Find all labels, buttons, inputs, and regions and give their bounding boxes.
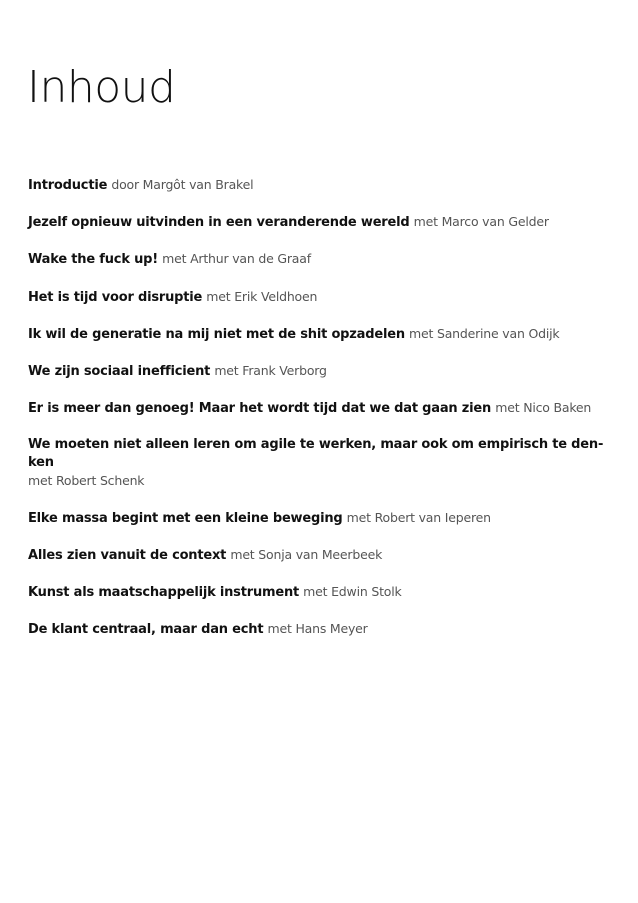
toc-entry-author: met Erik Veldhoen bbox=[206, 288, 318, 304]
toc-entry-author: met Robert van Ieperen bbox=[346, 509, 491, 525]
toc-entry bbox=[28, 250, 613, 269]
toc-entry-title: Wake the fuck up! bbox=[28, 252, 158, 268]
toc-entry-author: met Nico Baken bbox=[495, 400, 592, 416]
toc-entry-author: met Hans Meyer bbox=[267, 621, 368, 637]
table-of-contents bbox=[28, 176, 613, 657]
toc-entry bbox=[28, 325, 613, 344]
toc-entry bbox=[28, 213, 613, 232]
page-title: Inhoud bbox=[27, 62, 176, 113]
toc-entry-title: We moeten niet alleen leren om agile te werken, maar ook om empirisch te den- bbox=[28, 437, 604, 453]
toc-entry-title: We zijn sociaal inefficient bbox=[28, 363, 211, 379]
toc-entry bbox=[28, 399, 613, 418]
toc-entry bbox=[28, 620, 613, 639]
toc-entry-title: Het is tijd voor disruptie bbox=[28, 289, 203, 305]
toc-entry bbox=[28, 436, 613, 490]
toc-entry-author: met Robert Schenk bbox=[28, 473, 145, 489]
toc-entry-title: Alles zien vanuit de context bbox=[28, 547, 227, 563]
toc-entry-title: De klant centraal, maar dan echt bbox=[28, 622, 264, 638]
toc-entry-author: met Sanderine van Odijk bbox=[409, 325, 560, 341]
toc-entry bbox=[28, 509, 613, 528]
toc-entry-title: Elke massa begint met een kleine beweging bbox=[28, 510, 343, 526]
toc-entry-title-continued: ken bbox=[28, 455, 54, 471]
toc-entry-author: met Marco van Gelder bbox=[413, 214, 549, 230]
toc-entry-author: door Margôt van Brakel bbox=[111, 177, 254, 192]
toc-entry bbox=[28, 546, 613, 565]
toc-entry-title: Er is meer dan genoeg! Maar het wordt tijd dat we dat gaan zien bbox=[28, 401, 492, 417]
toc-entry bbox=[28, 288, 613, 307]
toc-entry bbox=[28, 583, 613, 602]
toc-entry-title: Jezelf opnieuw uitvinden in een veranderende wereld bbox=[28, 215, 410, 231]
toc-entry bbox=[28, 176, 613, 195]
toc-entry-title: Ik wil de generatie na mij niet met de shit opzadelen bbox=[28, 326, 405, 342]
toc-entry-author: met Arthur van de Graaf bbox=[162, 251, 311, 267]
toc-entry-title: Kunst als maatschappelijk instrument bbox=[28, 584, 300, 600]
toc-entry-author: met Edwin Stolk bbox=[303, 583, 402, 599]
toc-entry-title: Introductie bbox=[28, 178, 108, 193]
toc-entry-author: met Frank Verborg bbox=[214, 362, 327, 378]
toc-entry bbox=[28, 362, 613, 381]
toc-entry-author: met Sonja van Meerbeek bbox=[230, 546, 383, 562]
